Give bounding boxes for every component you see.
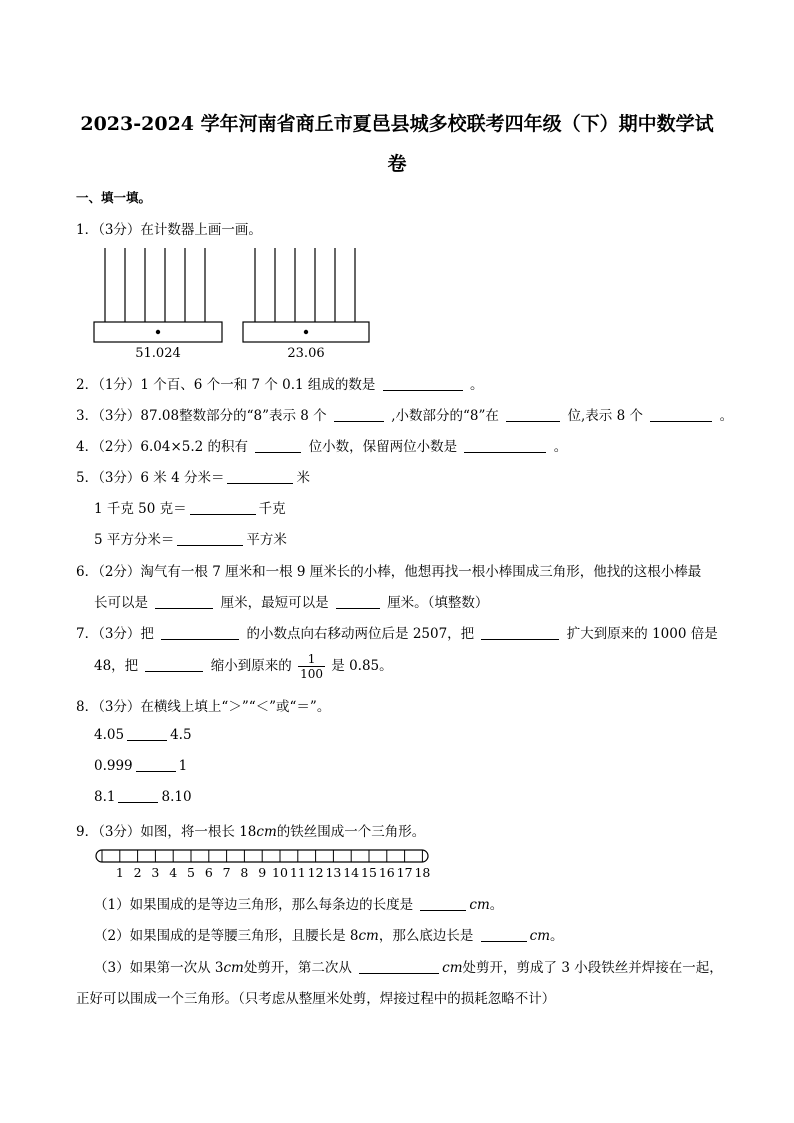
question-7-line-2: 48，把 缩小到原来的 $\frac{1}{100}$ 是 0.85。 <box>94 652 393 681</box>
ruler-number: 2 <box>133 865 142 880</box>
comparison-item: 4.05 4.5 <box>94 727 192 743</box>
abacus-2 <box>243 248 369 360</box>
question-2: 2．（1分）1 个百、6 个一和 7 个 0.1 组成的数是 。 <box>76 377 484 393</box>
comparison-item: 8.1 8.10 <box>94 789 192 805</box>
ruler-number: 13 <box>325 865 342 880</box>
answer-blank[interactable] <box>334 407 384 422</box>
abacus-figure <box>90 244 380 360</box>
question-5: 5．（3分）6 米 4 分米＝ 米 <box>76 470 310 486</box>
abacus-1-label: 51.024 <box>135 346 181 360</box>
answer-blank[interactable] <box>464 438 546 453</box>
answer-blank[interactable] <box>127 726 167 741</box>
ruler-number: 4 <box>169 865 178 880</box>
answer-blank[interactable] <box>481 927 527 942</box>
ruler-number: 18 <box>414 865 431 880</box>
fraction: $\frac{1}{100}$ <box>300 652 323 681</box>
ruler-number: 1 <box>115 865 124 880</box>
ruler-number: 6 <box>204 865 213 880</box>
answer-blank[interactable] <box>481 625 559 640</box>
question-1: 1．（3分）在计数器上画一画。 <box>76 222 262 238</box>
ruler-number: 10 <box>272 865 288 880</box>
ruler-number: 12 <box>307 865 324 880</box>
document-title <box>60 104 734 184</box>
title-line-1: 2023-2024 学年河南省商丘市夏邑县城多校联考四年级（下）期中数学试 <box>80 113 714 135</box>
question-4: 4．（2分）6.04×5.2 的积有 位小数，保留两位小数是 。 <box>76 439 568 455</box>
question-9-part-2: （2）如果围成的是等腰三角形，且腰长是 8cm，那么底边长是 cm。 <box>94 928 564 944</box>
answer-blank[interactable] <box>118 788 158 803</box>
answer-blank[interactable] <box>155 594 213 609</box>
question-8: 8．（3分）在横线上填上“＞”“＜”或“＝”。 <box>76 699 331 715</box>
ruler-number: 8 <box>240 865 249 880</box>
answer-blank[interactable] <box>145 657 203 672</box>
ruler-number: 3 <box>151 865 160 880</box>
ruler-number: 16 <box>378 865 395 880</box>
comparison-item: 0.999 1 <box>94 758 188 774</box>
ruler-number: 14 <box>343 865 360 880</box>
answer-blank[interactable] <box>190 500 256 515</box>
abacus-1 <box>94 248 222 360</box>
ruler-number: 9 <box>258 865 267 880</box>
question-3: 3．（3分）87.08整数部分的“8”表示 8 个 ,小数部分的“8”在 位,表示 8 个 。 <box>76 408 734 424</box>
answer-blank[interactable] <box>359 959 439 974</box>
wire-ruler <box>92 846 432 880</box>
question-9: 9．（3分）如图，将一根长 18cm的铁丝围成一个三角形。 <box>76 824 426 840</box>
answer-blank[interactable] <box>650 407 712 422</box>
question-9-part-1: （1）如果围成的是等边三角形，那么每条边的长度是 cm。 <box>94 897 504 913</box>
answer-blank[interactable] <box>161 625 239 640</box>
question-5-part-2: 1 千克 50 克＝ 千克 <box>94 501 286 517</box>
ruler-number: 5 <box>187 865 195 880</box>
answer-blank[interactable] <box>136 757 176 772</box>
question-7-line-1: 7．（3分）把 的小数点向右移动两位后是 2507，把 扩大到原来的 1000 倍是 <box>76 626 718 642</box>
question-6-line-2: 长可以是 厘米，最短可以是 厘米。（填整数） <box>94 595 489 611</box>
answer-blank[interactable] <box>255 438 301 453</box>
title-line-2: 卷 <box>387 153 407 175</box>
ruler-number: 15 <box>361 865 377 880</box>
section-heading: 一、填一填。 <box>76 190 152 205</box>
answer-blank[interactable] <box>177 531 243 546</box>
ruler-number: 7 <box>222 865 231 880</box>
question-9-part-3-line-1: （3）如果第一次从 3cm处剪开，第二次从 cm处剪开，剪成了 3 小段铁丝并焊接在一起， <box>94 960 723 976</box>
ruler-number: 17 <box>396 865 413 880</box>
question-9-part-3-line-2: 正好可以围成一个三角形。（只考虑从整厘米处剪，焊接过程中的损耗忽略不计） <box>76 991 556 1007</box>
ruler-number: 11 <box>289 865 306 880</box>
question-6-line-1: 6．（2分）淘气有一根 7 厘米和一根 9 厘米长的小棒，他想再找一根小棒围成三角形，他找的这根小棒最 <box>76 564 702 580</box>
answer-blank[interactable] <box>506 407 560 422</box>
answer-blank[interactable] <box>336 594 380 609</box>
answer-blank[interactable] <box>383 376 463 391</box>
answer-blank[interactable] <box>227 469 293 484</box>
question-5-part-3: 5 平方分米＝ 平方米 <box>94 532 287 548</box>
abacus-2-label: 23.06 <box>287 346 325 360</box>
answer-blank[interactable] <box>420 896 466 911</box>
